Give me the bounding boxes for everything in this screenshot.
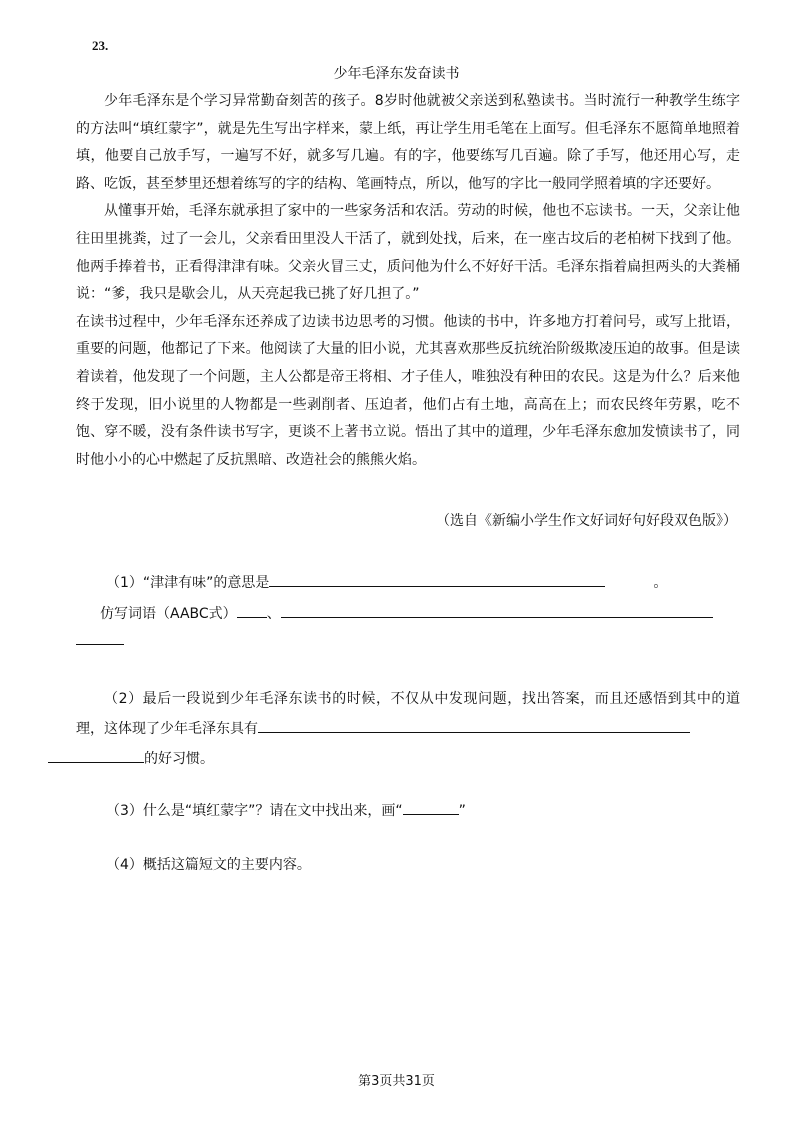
article-paragraph-1: 少年毛泽东是个学习异常勤奋刻苦的孩子。8岁时他就被父亲送到私塾读书。当时流行一种教学生练字的方法叫“填红蒙字”，就是先生写出字样来，蒙上纸，再让学生用毛笔在上面写。但毛泽东不愿简单地照着填，他要自己放手写，一遍写不好，就多写几遍。有的字，他要练写几百遍。除了手写，他还用心写，走路、吃饭，甚至梦里还想着练写的字的结构、笔画特点，所以，他写的字比一般同学照着填的字还要好。 — [76, 93, 740, 192]
article-paragraph-2: 从懂事开始，毛泽东就承担了家中的一些家务活和农活。劳动的时候，他也不忘读书。一天，父亲让他往田里挑粪，过了一会儿，父亲看田里没人干活了，就到处找，后来，在一座古坟后的老柏树下找到了他。他两手捧着书，正看得津津有味。父亲火冒三丈，质问他为什么不好好干活。毛泽东指着扁担两头的大粪桶说：“爹，我只是歇会儿，从天亮起我已挑了好几担了。” — [76, 203, 740, 303]
article-title: 少年毛泽东发奋读书 — [333, 66, 460, 82]
question-3 — [106, 800, 466, 820]
question-1b-text: 仿写词语（AABC式） — [100, 606, 237, 622]
article-body — [76, 88, 740, 474]
question-3-suffix: ” — [458, 803, 466, 819]
question-number: 23. — [92, 38, 109, 53]
question-1 — [106, 572, 667, 592]
question-4: （4）概括这篇短文的主要内容。 — [106, 857, 311, 873]
answer-blank-1[interactable] — [269, 572, 605, 587]
answer-blank-2b[interactable] — [48, 748, 144, 763]
article-source: （选自《新编小学生作文好词好句好段双色版》） — [436, 513, 737, 529]
page-footer: 第3页共31页 — [358, 1074, 435, 1089]
question-1-part-b — [100, 603, 713, 623]
answer-blank-3[interactable] — [403, 800, 459, 815]
question-1-text: （1）“津津有味”的意思是 — [106, 575, 270, 591]
question-1-end: 。 — [653, 575, 668, 591]
question-2-suffix: 的好习惯。 — [144, 751, 214, 767]
question-1b-separator: 、 — [266, 606, 281, 622]
answer-blank-2a[interactable] — [258, 718, 690, 733]
answer-blank-1b-3[interactable] — [76, 644, 124, 645]
answer-blank-1b-1[interactable] — [237, 603, 267, 618]
question-2-text: （2）最后一段说到少年毛泽东读书的时候，不仅从中发现问题，找出答案，而且还感悟到其中的道理，这体现了少年毛泽东具有 — [76, 691, 740, 737]
question-3-text: （3）什么是“填红蒙字”？请在文中找出来，画“ — [106, 803, 403, 819]
answer-blank-1b-2[interactable] — [281, 603, 713, 618]
article-paragraph-3: 在读书过程中，少年毛泽东还养成了边读书边思考的习惯。他读的书中，许多地方打着问号，或写上批语，重要的问题，他都记了下来。他阅读了大量的旧小说，尤其喜欢那些反抗统治阶级欺凌压迫的故事。但是读着读着，他发现了一个问题，主人公都是帝王将相、才子佳人，唯独没有种田的农民。这是为什么？后来他终于发现，旧小说里的人物都是一些剥削者、压迫者，他们占有土地，高高在上；而农民终年劳累，吃不饱、穿不暖，没有条件读书写字，更谈不上著书立说。悟出了其中的道理，少年毛泽东愈加发愤读书了，同时他小小的心中燃起了反抗黑暗、改造社会的熊熊火焰。 — [76, 313, 740, 468]
question-2 — [76, 684, 740, 774]
